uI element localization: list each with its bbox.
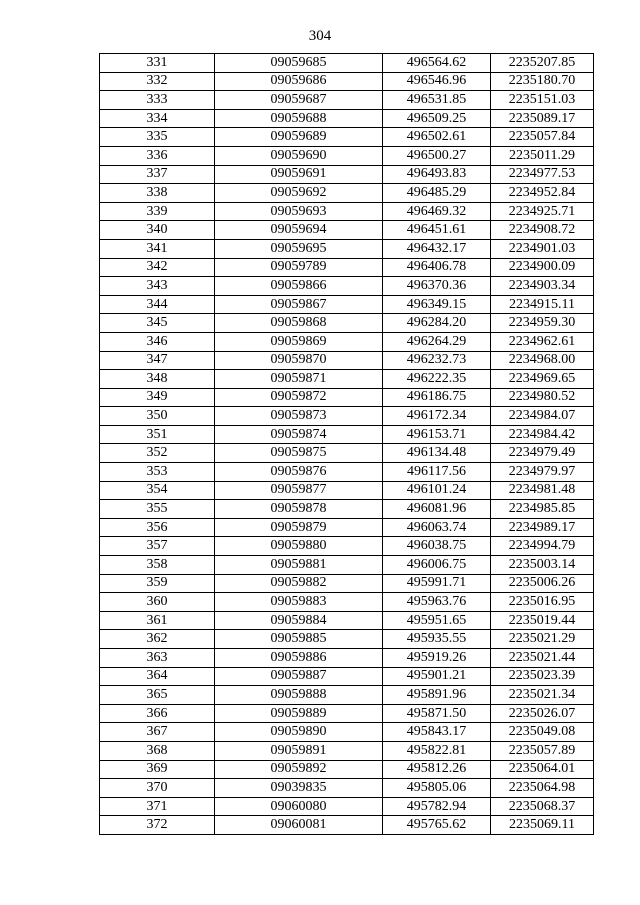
y-coordinate-cell: 2235021.29 bbox=[491, 630, 594, 649]
x-coordinate-cell: 495812.26 bbox=[383, 760, 491, 779]
parcel-id-cell: 09059876 bbox=[215, 463, 383, 482]
y-coordinate-cell: 2234908.72 bbox=[491, 221, 594, 240]
y-coordinate-cell: 2234900.09 bbox=[491, 258, 594, 277]
x-coordinate-cell: 496134.48 bbox=[383, 444, 491, 463]
y-coordinate-cell: 2234903.34 bbox=[491, 277, 594, 296]
row-number-cell: 340 bbox=[100, 221, 215, 240]
y-coordinate-cell: 2234977.53 bbox=[491, 165, 594, 184]
row-number-cell: 343 bbox=[100, 277, 215, 296]
row-number-cell: 355 bbox=[100, 500, 215, 519]
y-coordinate-cell: 2235180.70 bbox=[491, 72, 594, 91]
table-row bbox=[100, 202, 594, 221]
table-row bbox=[100, 667, 594, 686]
y-coordinate-cell: 2234952.84 bbox=[491, 184, 594, 203]
y-coordinate-cell: 2235021.44 bbox=[491, 649, 594, 668]
parcel-id-cell: 09039835 bbox=[215, 779, 383, 798]
x-coordinate-cell: 495822.81 bbox=[383, 741, 491, 760]
table-row bbox=[100, 686, 594, 705]
x-coordinate-cell: 495843.17 bbox=[383, 723, 491, 742]
y-coordinate-cell: 2235021.34 bbox=[491, 686, 594, 705]
x-coordinate-cell: 495901.21 bbox=[383, 667, 491, 686]
y-coordinate-cell: 2234994.79 bbox=[491, 537, 594, 556]
y-coordinate-cell: 2235089.17 bbox=[491, 109, 594, 128]
table-row bbox=[100, 816, 594, 835]
table-row bbox=[100, 649, 594, 668]
y-coordinate-cell: 2234980.52 bbox=[491, 388, 594, 407]
x-coordinate-cell: 496186.75 bbox=[383, 388, 491, 407]
table-row bbox=[100, 556, 594, 575]
x-coordinate-cell: 496451.61 bbox=[383, 221, 491, 240]
parcel-id-cell: 09059873 bbox=[215, 407, 383, 426]
table-row bbox=[100, 407, 594, 426]
table-row bbox=[100, 760, 594, 779]
row-number-cell: 357 bbox=[100, 537, 215, 556]
row-number-cell: 334 bbox=[100, 109, 215, 128]
parcel-id-cell: 09059877 bbox=[215, 481, 383, 500]
row-number-cell: 362 bbox=[100, 630, 215, 649]
table-row bbox=[100, 593, 594, 612]
x-coordinate-cell: 496564.62 bbox=[383, 54, 491, 73]
y-coordinate-cell: 2235026.07 bbox=[491, 704, 594, 723]
row-number-cell: 351 bbox=[100, 425, 215, 444]
row-number-cell: 348 bbox=[100, 370, 215, 389]
table-row bbox=[100, 91, 594, 110]
parcel-id-cell: 09059889 bbox=[215, 704, 383, 723]
x-coordinate-cell: 495963.76 bbox=[383, 593, 491, 612]
y-coordinate-cell: 2235019.44 bbox=[491, 611, 594, 630]
y-coordinate-cell: 2234979.49 bbox=[491, 444, 594, 463]
y-coordinate-cell: 2234969.65 bbox=[491, 370, 594, 389]
table-row bbox=[100, 425, 594, 444]
y-coordinate-cell: 2234984.42 bbox=[491, 425, 594, 444]
parcel-id-cell: 09059881 bbox=[215, 556, 383, 575]
x-coordinate-cell: 495935.55 bbox=[383, 630, 491, 649]
row-number-cell: 341 bbox=[100, 239, 215, 258]
x-coordinate-cell: 496502.61 bbox=[383, 128, 491, 147]
parcel-id-cell: 09059691 bbox=[215, 165, 383, 184]
table-row bbox=[100, 54, 594, 73]
y-coordinate-cell: 2234925.71 bbox=[491, 202, 594, 221]
table-row bbox=[100, 146, 594, 165]
x-coordinate-cell: 495891.96 bbox=[383, 686, 491, 705]
x-coordinate-cell: 496493.83 bbox=[383, 165, 491, 184]
parcel-id-cell: 09059891 bbox=[215, 741, 383, 760]
parcel-id-cell: 09059885 bbox=[215, 630, 383, 649]
row-number-cell: 363 bbox=[100, 649, 215, 668]
row-number-cell: 368 bbox=[100, 741, 215, 760]
table-row bbox=[100, 332, 594, 351]
parcel-id-cell: 09060081 bbox=[215, 816, 383, 835]
row-number-cell: 332 bbox=[100, 72, 215, 91]
table-row bbox=[100, 537, 594, 556]
row-number-cell: 336 bbox=[100, 146, 215, 165]
table-row bbox=[100, 779, 594, 798]
row-number-cell: 350 bbox=[100, 407, 215, 426]
row-number-cell: 359 bbox=[100, 574, 215, 593]
table-row bbox=[100, 741, 594, 760]
row-number-cell: 361 bbox=[100, 611, 215, 630]
table-row bbox=[100, 351, 594, 370]
parcel-id-cell: 09059882 bbox=[215, 574, 383, 593]
parcel-id-cell: 09059688 bbox=[215, 109, 383, 128]
x-coordinate-cell: 495919.26 bbox=[383, 649, 491, 668]
parcel-id-cell: 09059694 bbox=[215, 221, 383, 240]
row-number-cell: 366 bbox=[100, 704, 215, 723]
parcel-id-cell: 09059892 bbox=[215, 760, 383, 779]
table-row bbox=[100, 797, 594, 816]
row-number-cell: 372 bbox=[100, 816, 215, 835]
parcel-id-cell: 09059690 bbox=[215, 146, 383, 165]
parcel-id-cell: 09059789 bbox=[215, 258, 383, 277]
parcel-id-cell: 09059867 bbox=[215, 295, 383, 314]
y-coordinate-cell: 2235068.37 bbox=[491, 797, 594, 816]
x-coordinate-cell: 496432.17 bbox=[383, 239, 491, 258]
row-number-cell: 342 bbox=[100, 258, 215, 277]
parcel-id-cell: 09059870 bbox=[215, 351, 383, 370]
x-coordinate-cell: 495782.94 bbox=[383, 797, 491, 816]
parcel-id-cell: 09059692 bbox=[215, 184, 383, 203]
x-coordinate-cell: 496081.96 bbox=[383, 500, 491, 519]
table-row bbox=[100, 221, 594, 240]
x-coordinate-cell: 496509.25 bbox=[383, 109, 491, 128]
table-row bbox=[100, 165, 594, 184]
table-row bbox=[100, 704, 594, 723]
x-coordinate-cell: 496063.74 bbox=[383, 518, 491, 537]
x-coordinate-cell: 496153.71 bbox=[383, 425, 491, 444]
x-coordinate-cell: 496172.34 bbox=[383, 407, 491, 426]
table-row bbox=[100, 388, 594, 407]
y-coordinate-cell: 2234979.97 bbox=[491, 463, 594, 482]
x-coordinate-cell: 495991.71 bbox=[383, 574, 491, 593]
x-coordinate-cell: 496349.15 bbox=[383, 295, 491, 314]
y-coordinate-cell: 2234989.17 bbox=[491, 518, 594, 537]
x-coordinate-cell: 495765.62 bbox=[383, 816, 491, 835]
y-coordinate-cell: 2234968.00 bbox=[491, 351, 594, 370]
parcel-id-cell: 09059686 bbox=[215, 72, 383, 91]
parcel-id-cell: 09059687 bbox=[215, 91, 383, 110]
row-number-cell: 358 bbox=[100, 556, 215, 575]
x-coordinate-cell: 496117.56 bbox=[383, 463, 491, 482]
row-number-cell: 337 bbox=[100, 165, 215, 184]
parcel-id-cell: 09059685 bbox=[215, 54, 383, 73]
table-row bbox=[100, 481, 594, 500]
y-coordinate-cell: 2235049.08 bbox=[491, 723, 594, 742]
x-coordinate-cell: 496232.73 bbox=[383, 351, 491, 370]
y-coordinate-cell: 2235011.29 bbox=[491, 146, 594, 165]
table-row bbox=[100, 370, 594, 389]
table-row bbox=[100, 723, 594, 742]
parcel-id-cell: 09059883 bbox=[215, 593, 383, 612]
table-row bbox=[100, 518, 594, 537]
x-coordinate-cell: 495871.50 bbox=[383, 704, 491, 723]
parcel-id-cell: 09059886 bbox=[215, 649, 383, 668]
row-number-cell: 346 bbox=[100, 332, 215, 351]
table-row bbox=[100, 630, 594, 649]
table-row bbox=[100, 277, 594, 296]
x-coordinate-cell: 496406.78 bbox=[383, 258, 491, 277]
row-number-cell: 347 bbox=[100, 351, 215, 370]
table-row bbox=[100, 444, 594, 463]
page-number: 304 bbox=[308, 28, 332, 44]
row-number-cell: 369 bbox=[100, 760, 215, 779]
x-coordinate-cell: 496101.24 bbox=[383, 481, 491, 500]
x-coordinate-cell: 496500.27 bbox=[383, 146, 491, 165]
parcel-id-cell: 09059887 bbox=[215, 667, 383, 686]
y-coordinate-cell: 2235151.03 bbox=[491, 91, 594, 110]
parcel-id-cell: 09059872 bbox=[215, 388, 383, 407]
y-coordinate-cell: 2235057.84 bbox=[491, 128, 594, 147]
row-number-cell: 339 bbox=[100, 202, 215, 221]
coordinate-table bbox=[99, 53, 594, 835]
row-number-cell: 352 bbox=[100, 444, 215, 463]
row-number-cell: 338 bbox=[100, 184, 215, 203]
row-number-cell: 364 bbox=[100, 667, 215, 686]
row-number-cell: 354 bbox=[100, 481, 215, 500]
parcel-id-cell: 09059871 bbox=[215, 370, 383, 389]
row-number-cell: 356 bbox=[100, 518, 215, 537]
y-coordinate-cell: 2234915.11 bbox=[491, 295, 594, 314]
y-coordinate-cell: 2235057.89 bbox=[491, 741, 594, 760]
parcel-id-cell: 09059878 bbox=[215, 500, 383, 519]
x-coordinate-cell: 496370.36 bbox=[383, 277, 491, 296]
parcel-id-cell: 09059880 bbox=[215, 537, 383, 556]
row-number-cell: 367 bbox=[100, 723, 215, 742]
y-coordinate-cell: 2235064.01 bbox=[491, 760, 594, 779]
table-row bbox=[100, 109, 594, 128]
row-number-cell: 353 bbox=[100, 463, 215, 482]
parcel-id-cell: 09059890 bbox=[215, 723, 383, 742]
table-row bbox=[100, 239, 594, 258]
y-coordinate-cell: 2235023.39 bbox=[491, 667, 594, 686]
x-coordinate-cell: 496469.32 bbox=[383, 202, 491, 221]
table-row bbox=[100, 611, 594, 630]
x-coordinate-cell: 495805.06 bbox=[383, 779, 491, 798]
y-coordinate-cell: 2235064.98 bbox=[491, 779, 594, 798]
x-coordinate-cell: 496038.75 bbox=[383, 537, 491, 556]
parcel-id-cell: 09060080 bbox=[215, 797, 383, 816]
parcel-id-cell: 09059884 bbox=[215, 611, 383, 630]
y-coordinate-cell: 2234985.85 bbox=[491, 500, 594, 519]
y-coordinate-cell: 2235006.26 bbox=[491, 574, 594, 593]
table-row bbox=[100, 574, 594, 593]
x-coordinate-cell: 496546.96 bbox=[383, 72, 491, 91]
table-row bbox=[100, 500, 594, 519]
row-number-cell: 345 bbox=[100, 314, 215, 333]
table-body bbox=[100, 54, 594, 835]
table-row bbox=[100, 258, 594, 277]
parcel-id-cell: 09059879 bbox=[215, 518, 383, 537]
parcel-id-cell: 09059875 bbox=[215, 444, 383, 463]
parcel-id-cell: 09059869 bbox=[215, 332, 383, 351]
x-coordinate-cell: 496531.85 bbox=[383, 91, 491, 110]
y-coordinate-cell: 2234962.61 bbox=[491, 332, 594, 351]
row-number-cell: 371 bbox=[100, 797, 215, 816]
y-coordinate-cell: 2235016.95 bbox=[491, 593, 594, 612]
y-coordinate-cell: 2234901.03 bbox=[491, 239, 594, 258]
table-row bbox=[100, 314, 594, 333]
parcel-id-cell: 09059874 bbox=[215, 425, 383, 444]
row-number-cell: 360 bbox=[100, 593, 215, 612]
row-number-cell: 370 bbox=[100, 779, 215, 798]
table-row bbox=[100, 72, 594, 91]
y-coordinate-cell: 2234959.30 bbox=[491, 314, 594, 333]
row-number-cell: 344 bbox=[100, 295, 215, 314]
y-coordinate-cell: 2234984.07 bbox=[491, 407, 594, 426]
table-row bbox=[100, 128, 594, 147]
parcel-id-cell: 09059868 bbox=[215, 314, 383, 333]
y-coordinate-cell: 2235003.14 bbox=[491, 556, 594, 575]
row-number-cell: 335 bbox=[100, 128, 215, 147]
x-coordinate-cell: 496485.29 bbox=[383, 184, 491, 203]
x-coordinate-cell: 496284.20 bbox=[383, 314, 491, 333]
parcel-id-cell: 09059695 bbox=[215, 239, 383, 258]
parcel-id-cell: 09059689 bbox=[215, 128, 383, 147]
x-coordinate-cell: 496222.35 bbox=[383, 370, 491, 389]
y-coordinate-cell: 2235069.11 bbox=[491, 816, 594, 835]
table-row bbox=[100, 184, 594, 203]
parcel-id-cell: 09059693 bbox=[215, 202, 383, 221]
row-number-cell: 331 bbox=[100, 54, 215, 73]
row-number-cell: 365 bbox=[100, 686, 215, 705]
table-row bbox=[100, 295, 594, 314]
x-coordinate-cell: 496264.29 bbox=[383, 332, 491, 351]
y-coordinate-cell: 2235207.85 bbox=[491, 54, 594, 73]
row-number-cell: 349 bbox=[100, 388, 215, 407]
parcel-id-cell: 09059888 bbox=[215, 686, 383, 705]
x-coordinate-cell: 495951.65 bbox=[383, 611, 491, 630]
row-number-cell: 333 bbox=[100, 91, 215, 110]
x-coordinate-cell: 496006.75 bbox=[383, 556, 491, 575]
parcel-id-cell: 09059866 bbox=[215, 277, 383, 296]
table-row bbox=[100, 463, 594, 482]
y-coordinate-cell: 2234981.48 bbox=[491, 481, 594, 500]
